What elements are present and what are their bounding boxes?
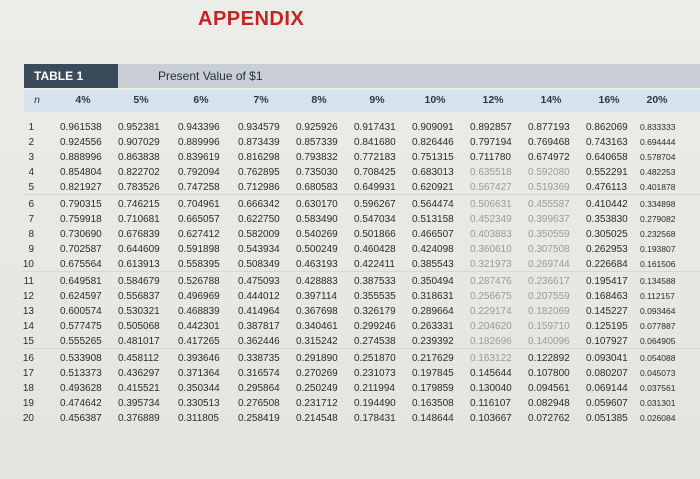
value-cell: 0.315242: [296, 336, 338, 347]
value-cell: 0.468839: [178, 306, 220, 317]
value-cell: 0.862069: [586, 122, 628, 133]
value-cell: 0.194490: [354, 398, 396, 409]
value-cell: 0.355535: [354, 291, 396, 302]
value-cell: 0.387817: [238, 321, 280, 332]
column-header-9: 14%: [540, 94, 562, 106]
value-cell: 0.458112: [118, 353, 159, 364]
value-cell: 0.338735: [238, 353, 280, 364]
value-cell: 0.393646: [178, 353, 220, 364]
column-header-7: 10%: [424, 94, 446, 106]
value-cell: 0.772183: [354, 152, 396, 163]
value-cell: 0.857339: [296, 137, 338, 148]
page-title: APPENDIX: [198, 8, 305, 30]
value-cell: 0.746215: [118, 199, 160, 210]
value-cell: 0.231712: [296, 398, 338, 409]
value-cell: 0.051385: [586, 413, 628, 424]
value-cell: 0.340461: [296, 321, 338, 332]
value-cell: 0.226684: [586, 259, 628, 270]
value-cell: 0.460428: [354, 244, 396, 255]
value-cell: 0.584679: [118, 276, 160, 287]
period-cell: 5: [28, 182, 34, 193]
value-cell: 0.841680: [354, 137, 396, 148]
value-cell: 0.644609: [118, 244, 160, 255]
column-header-2: 5%: [133, 94, 149, 106]
period-cell: 9: [28, 244, 34, 255]
period-cell: 11: [23, 276, 34, 287]
value-cell: 0.371364: [178, 368, 220, 379]
value-cell: 0.533908: [60, 353, 102, 364]
table-label: TABLE 1: [24, 64, 118, 88]
value-cell: 0.917431: [354, 122, 396, 133]
value-cell: 0.217629: [412, 353, 454, 364]
value-cell: 0.269744: [528, 259, 570, 270]
value-cell: 0.054088: [640, 353, 676, 363]
value-cell: 0.826446: [412, 137, 454, 148]
value-cell: 0.274538: [354, 336, 396, 347]
value-cell: 0.455587: [528, 199, 570, 210]
value-cell: 0.397114: [296, 291, 337, 302]
value-cell: 0.251870: [354, 353, 396, 364]
value-cell: 0.821927: [60, 182, 102, 193]
value-cell: 0.790315: [60, 199, 102, 210]
value-cell: 0.456387: [60, 413, 102, 424]
value-cell: 0.680583: [296, 182, 338, 193]
period-cell: 14: [22, 321, 34, 332]
value-cell: 0.103667: [470, 413, 512, 424]
value-cell: 0.500249: [296, 244, 338, 255]
value-cell: 0.094561: [528, 383, 570, 394]
value-cell: 0.334898: [640, 199, 676, 209]
value-cell: 0.318631: [412, 291, 454, 302]
value-cell: 0.182696: [470, 336, 512, 347]
value-cell: 0.161506: [640, 259, 676, 269]
value-cell: 0.519369: [528, 182, 570, 193]
value-cell: 0.783526: [118, 182, 160, 193]
column-header-11: 20%: [646, 94, 668, 106]
value-cell: 0.231073: [354, 368, 396, 379]
value-cell: 0.513373: [60, 368, 102, 379]
value-cell: 0.112157: [640, 291, 675, 301]
value-cell: 0.694444: [640, 137, 676, 147]
value-cell: 0.711780: [470, 152, 511, 163]
value-cell: 0.665057: [178, 214, 220, 225]
value-cell: 0.428883: [296, 276, 338, 287]
value-cell: 0.759918: [60, 214, 102, 225]
period-cell: 17: [22, 368, 34, 379]
value-cell: 0.526788: [178, 276, 220, 287]
value-cell: 0.232568: [640, 229, 676, 239]
value-cell: 0.751315: [412, 152, 454, 163]
value-cell: 0.704961: [178, 199, 220, 210]
column-header-8: 12%: [482, 94, 504, 106]
period-cell: 2: [28, 137, 34, 148]
value-cell: 0.961538: [60, 122, 102, 133]
value-cell: 0.353830: [586, 214, 628, 225]
value-cell: 0.508349: [238, 259, 280, 270]
value-cell: 0.547034: [354, 214, 396, 225]
value-cell: 0.674972: [528, 152, 570, 163]
value-cell: 0.414964: [238, 306, 280, 317]
value-cell: 0.635518: [470, 167, 512, 178]
value-cell: 0.262953: [586, 244, 628, 255]
value-cell: 0.168463: [586, 291, 628, 302]
value-cell: 0.326179: [354, 306, 396, 317]
value-cell: 0.350494: [412, 276, 454, 287]
period-cell: 10: [22, 259, 34, 270]
value-cell: 0.270269: [296, 368, 338, 379]
value-cell: 0.466507: [412, 229, 454, 240]
period-cell: 13: [22, 306, 34, 317]
value-cell: 0.578704: [640, 152, 676, 162]
value-cell: 0.907029: [118, 137, 160, 148]
value-cell: 0.564474: [412, 199, 454, 210]
value-cell: 0.925926: [296, 122, 338, 133]
value-cell: 0.676839: [118, 229, 160, 240]
value-cell: 0.263331: [412, 321, 454, 332]
value-cell: 0.211994: [354, 383, 395, 394]
value-cell: 0.558395: [178, 259, 220, 270]
value-cell: 0.909091: [412, 122, 454, 133]
value-cell: 0.410442: [586, 199, 628, 210]
value-cell: 0.077887: [640, 321, 676, 331]
value-cell: 0.506631: [470, 199, 512, 210]
value-cell: 0.475093: [238, 276, 280, 287]
value-cell: 0.822702: [118, 167, 160, 178]
value-cell: 0.640658: [586, 152, 628, 163]
value-cell: 0.204620: [470, 321, 512, 332]
value-cell: 0.683013: [412, 167, 454, 178]
value-cell: 0.624597: [60, 291, 102, 302]
value-cell: 0.125195: [586, 321, 628, 332]
value-cell: 0.924556: [60, 137, 102, 148]
value-cell: 0.229174: [470, 306, 512, 317]
value-cell: 0.613913: [118, 259, 160, 270]
value-cell: 0.422411: [354, 259, 395, 270]
period-cell: 18: [22, 383, 34, 394]
value-cell: 0.130040: [470, 383, 512, 394]
value-cell: 0.743163: [586, 137, 628, 148]
value-cell: 0.250249: [296, 383, 338, 394]
value-cell: 0.583490: [296, 214, 338, 225]
value-cell: 0.952381: [118, 122, 160, 133]
value-cell: 0.708425: [354, 167, 396, 178]
column-header-4: 7%: [253, 94, 269, 106]
period-cell: 4: [28, 167, 34, 178]
value-cell: 0.031301: [640, 398, 676, 408]
value-cell: 0.496969: [178, 291, 220, 302]
value-cell: 0.666342: [238, 199, 280, 210]
value-cell: 0.762895: [238, 167, 280, 178]
period-cell: 19: [22, 398, 34, 409]
value-cell: 0.367698: [296, 306, 338, 317]
value-cell: 0.816298: [238, 152, 280, 163]
value-cell: 0.291890: [296, 353, 338, 364]
value-cell: 0.620921: [412, 182, 454, 193]
value-cell: 0.360610: [470, 244, 512, 255]
value-cell: 0.627412: [178, 229, 220, 240]
value-cell: 0.279082: [640, 214, 676, 224]
value-cell: 0.399637: [528, 214, 570, 225]
value-cell: 0.311805: [178, 413, 219, 424]
value-cell: 0.307508: [528, 244, 570, 255]
value-cell: 0.256675: [470, 291, 512, 302]
value-cell: 0.730690: [60, 229, 102, 240]
value-cell: 0.080207: [586, 368, 628, 379]
value-cell: 0.045073: [640, 368, 676, 378]
value-cell: 0.387533: [354, 276, 396, 287]
value-cell: 0.839619: [178, 152, 220, 163]
value-cell: 0.072762: [528, 413, 570, 424]
value-cell: 0.197845: [412, 368, 454, 379]
group-divider: [24, 271, 700, 272]
column-header-10: 16%: [598, 94, 620, 106]
value-cell: 0.622750: [238, 214, 280, 225]
value-cell: 0.093464: [640, 306, 676, 316]
value-cell: 0.026084: [640, 413, 676, 423]
value-cell: 0.463193: [296, 259, 338, 270]
value-cell: 0.513158: [412, 214, 454, 225]
value-cell: 0.289664: [412, 306, 454, 317]
value-cell: 0.064905: [640, 336, 676, 346]
value-cell: 0.178431: [354, 413, 396, 424]
value-cell: 0.148644: [412, 413, 454, 424]
value-cell: 0.276508: [238, 398, 280, 409]
period-cell: 16: [22, 353, 34, 364]
value-cell: 0.134588: [640, 276, 676, 286]
value-cell: 0.600574: [60, 306, 102, 317]
value-cell: 0.037561: [640, 383, 676, 393]
value-cell: 0.889996: [178, 137, 220, 148]
value-cell: 0.385543: [412, 259, 454, 270]
value-cell: 0.592080: [528, 167, 570, 178]
column-header-6: 9%: [369, 94, 385, 106]
value-cell: 0.792094: [178, 167, 220, 178]
value-cell: 0.145227: [586, 306, 628, 317]
value-cell: 0.552291: [586, 167, 628, 178]
value-cell: 0.442301: [178, 321, 220, 332]
value-cell: 0.159710: [528, 321, 570, 332]
value-cell: 0.873439: [238, 137, 280, 148]
period-cell: 8: [28, 229, 34, 240]
value-cell: 0.577475: [60, 321, 102, 332]
value-cell: 0.892857: [470, 122, 512, 133]
column-header-3: 6%: [193, 94, 209, 106]
value-cell: 0.395734: [118, 398, 160, 409]
value-cell: 0.299246: [354, 321, 396, 332]
value-cell: 0.793832: [296, 152, 338, 163]
value-cell: 0.258419: [238, 413, 280, 424]
value-cell: 0.934579: [238, 122, 280, 133]
value-cell: 0.769468: [528, 137, 570, 148]
value-cell: 0.675564: [60, 259, 102, 270]
value-cell: 0.630170: [296, 199, 338, 210]
value-cell: 0.863838: [118, 152, 160, 163]
value-cell: 0.567427: [470, 182, 512, 193]
value-cell: 0.702587: [60, 244, 102, 255]
value-cell: 0.236617: [528, 276, 570, 287]
column-header-0: n: [34, 94, 40, 106]
column-header-5: 8%: [311, 94, 327, 106]
value-cell: 0.214548: [296, 413, 338, 424]
value-cell: 0.444012: [238, 291, 280, 302]
value-cell: 0.059607: [586, 398, 628, 409]
value-cell: 0.481017: [118, 336, 160, 347]
value-cell: 0.350559: [528, 229, 570, 240]
value-cell: 0.376889: [118, 413, 160, 424]
value-cell: 0.207559: [528, 291, 570, 302]
value-cell: 0.747258: [178, 182, 220, 193]
value-cell: 0.474642: [60, 398, 102, 409]
period-cell: 15: [22, 336, 34, 347]
value-cell: 0.540269: [296, 229, 338, 240]
value-cell: 0.436297: [118, 368, 160, 379]
value-cell: 0.330513: [178, 398, 220, 409]
value-cell: 0.591898: [178, 244, 220, 255]
value-cell: 0.415521: [118, 383, 160, 394]
value-cell: 0.877193: [528, 122, 570, 133]
value-cell: 0.712986: [238, 182, 280, 193]
value-cell: 0.833333: [640, 122, 676, 132]
value-cell: 0.182069: [528, 306, 570, 317]
value-cell: 0.582009: [238, 229, 280, 240]
period-cell: 1: [28, 122, 34, 133]
value-cell: 0.556837: [118, 291, 160, 302]
value-cell: 0.093041: [586, 353, 628, 364]
value-cell: 0.069144: [586, 383, 628, 394]
value-cell: 0.082948: [528, 398, 570, 409]
value-cell: 0.116107: [470, 398, 511, 409]
value-cell: 0.350344: [178, 383, 220, 394]
value-cell: 0.417265: [178, 336, 220, 347]
value-cell: 0.163508: [412, 398, 454, 409]
period-cell: 6: [28, 199, 34, 210]
value-cell: 0.482253: [640, 167, 676, 177]
group-divider: [24, 348, 700, 349]
value-cell: 0.140096: [528, 336, 570, 347]
value-cell: 0.239392: [412, 336, 454, 347]
table-caption: Present Value of $1: [158, 69, 263, 83]
value-cell: 0.321973: [470, 259, 512, 270]
value-cell: 0.403883: [470, 229, 512, 240]
value-cell: 0.501866: [354, 229, 396, 240]
value-cell: 0.424098: [412, 244, 454, 255]
period-cell: 3: [28, 152, 34, 163]
period-cell: 7: [28, 214, 34, 225]
value-cell: 0.195417: [586, 276, 628, 287]
value-cell: 0.649581: [60, 276, 102, 287]
value-cell: 0.797194: [470, 137, 512, 148]
value-cell: 0.596267: [354, 199, 396, 210]
value-cell: 0.295864: [238, 383, 280, 394]
period-cell: 12: [22, 291, 34, 302]
value-cell: 0.107800: [528, 368, 570, 379]
group-divider: [24, 194, 700, 195]
value-cell: 0.179859: [412, 383, 454, 394]
value-cell: 0.163122: [470, 353, 512, 364]
value-cell: 0.145644: [470, 368, 512, 379]
value-cell: 0.362446: [238, 336, 280, 347]
table-header-band: [24, 64, 700, 88]
value-cell: 0.854804: [60, 167, 102, 178]
value-cell: 0.287476: [470, 276, 512, 287]
value-cell: 0.316574: [238, 368, 280, 379]
value-cell: 0.710681: [118, 214, 160, 225]
value-cell: 0.543934: [238, 244, 280, 255]
value-cell: 0.530321: [118, 306, 160, 317]
period-cell: 20: [22, 413, 34, 424]
value-cell: 0.649931: [354, 182, 396, 193]
value-cell: 0.493628: [60, 383, 102, 394]
value-cell: 0.943396: [178, 122, 220, 133]
value-cell: 0.888996: [60, 152, 102, 163]
value-cell: 0.401878: [640, 182, 676, 192]
value-cell: 0.735030: [296, 167, 338, 178]
value-cell: 0.107927: [586, 336, 628, 347]
value-cell: 0.122892: [528, 353, 570, 364]
column-header-1: 4%: [75, 94, 91, 106]
value-cell: 0.476113: [586, 182, 627, 193]
value-cell: 0.452349: [470, 214, 512, 225]
value-cell: 0.555265: [60, 336, 102, 347]
value-cell: 0.305025: [586, 229, 628, 240]
value-cell: 0.505068: [118, 321, 160, 332]
value-cell: 0.193807: [640, 244, 676, 254]
